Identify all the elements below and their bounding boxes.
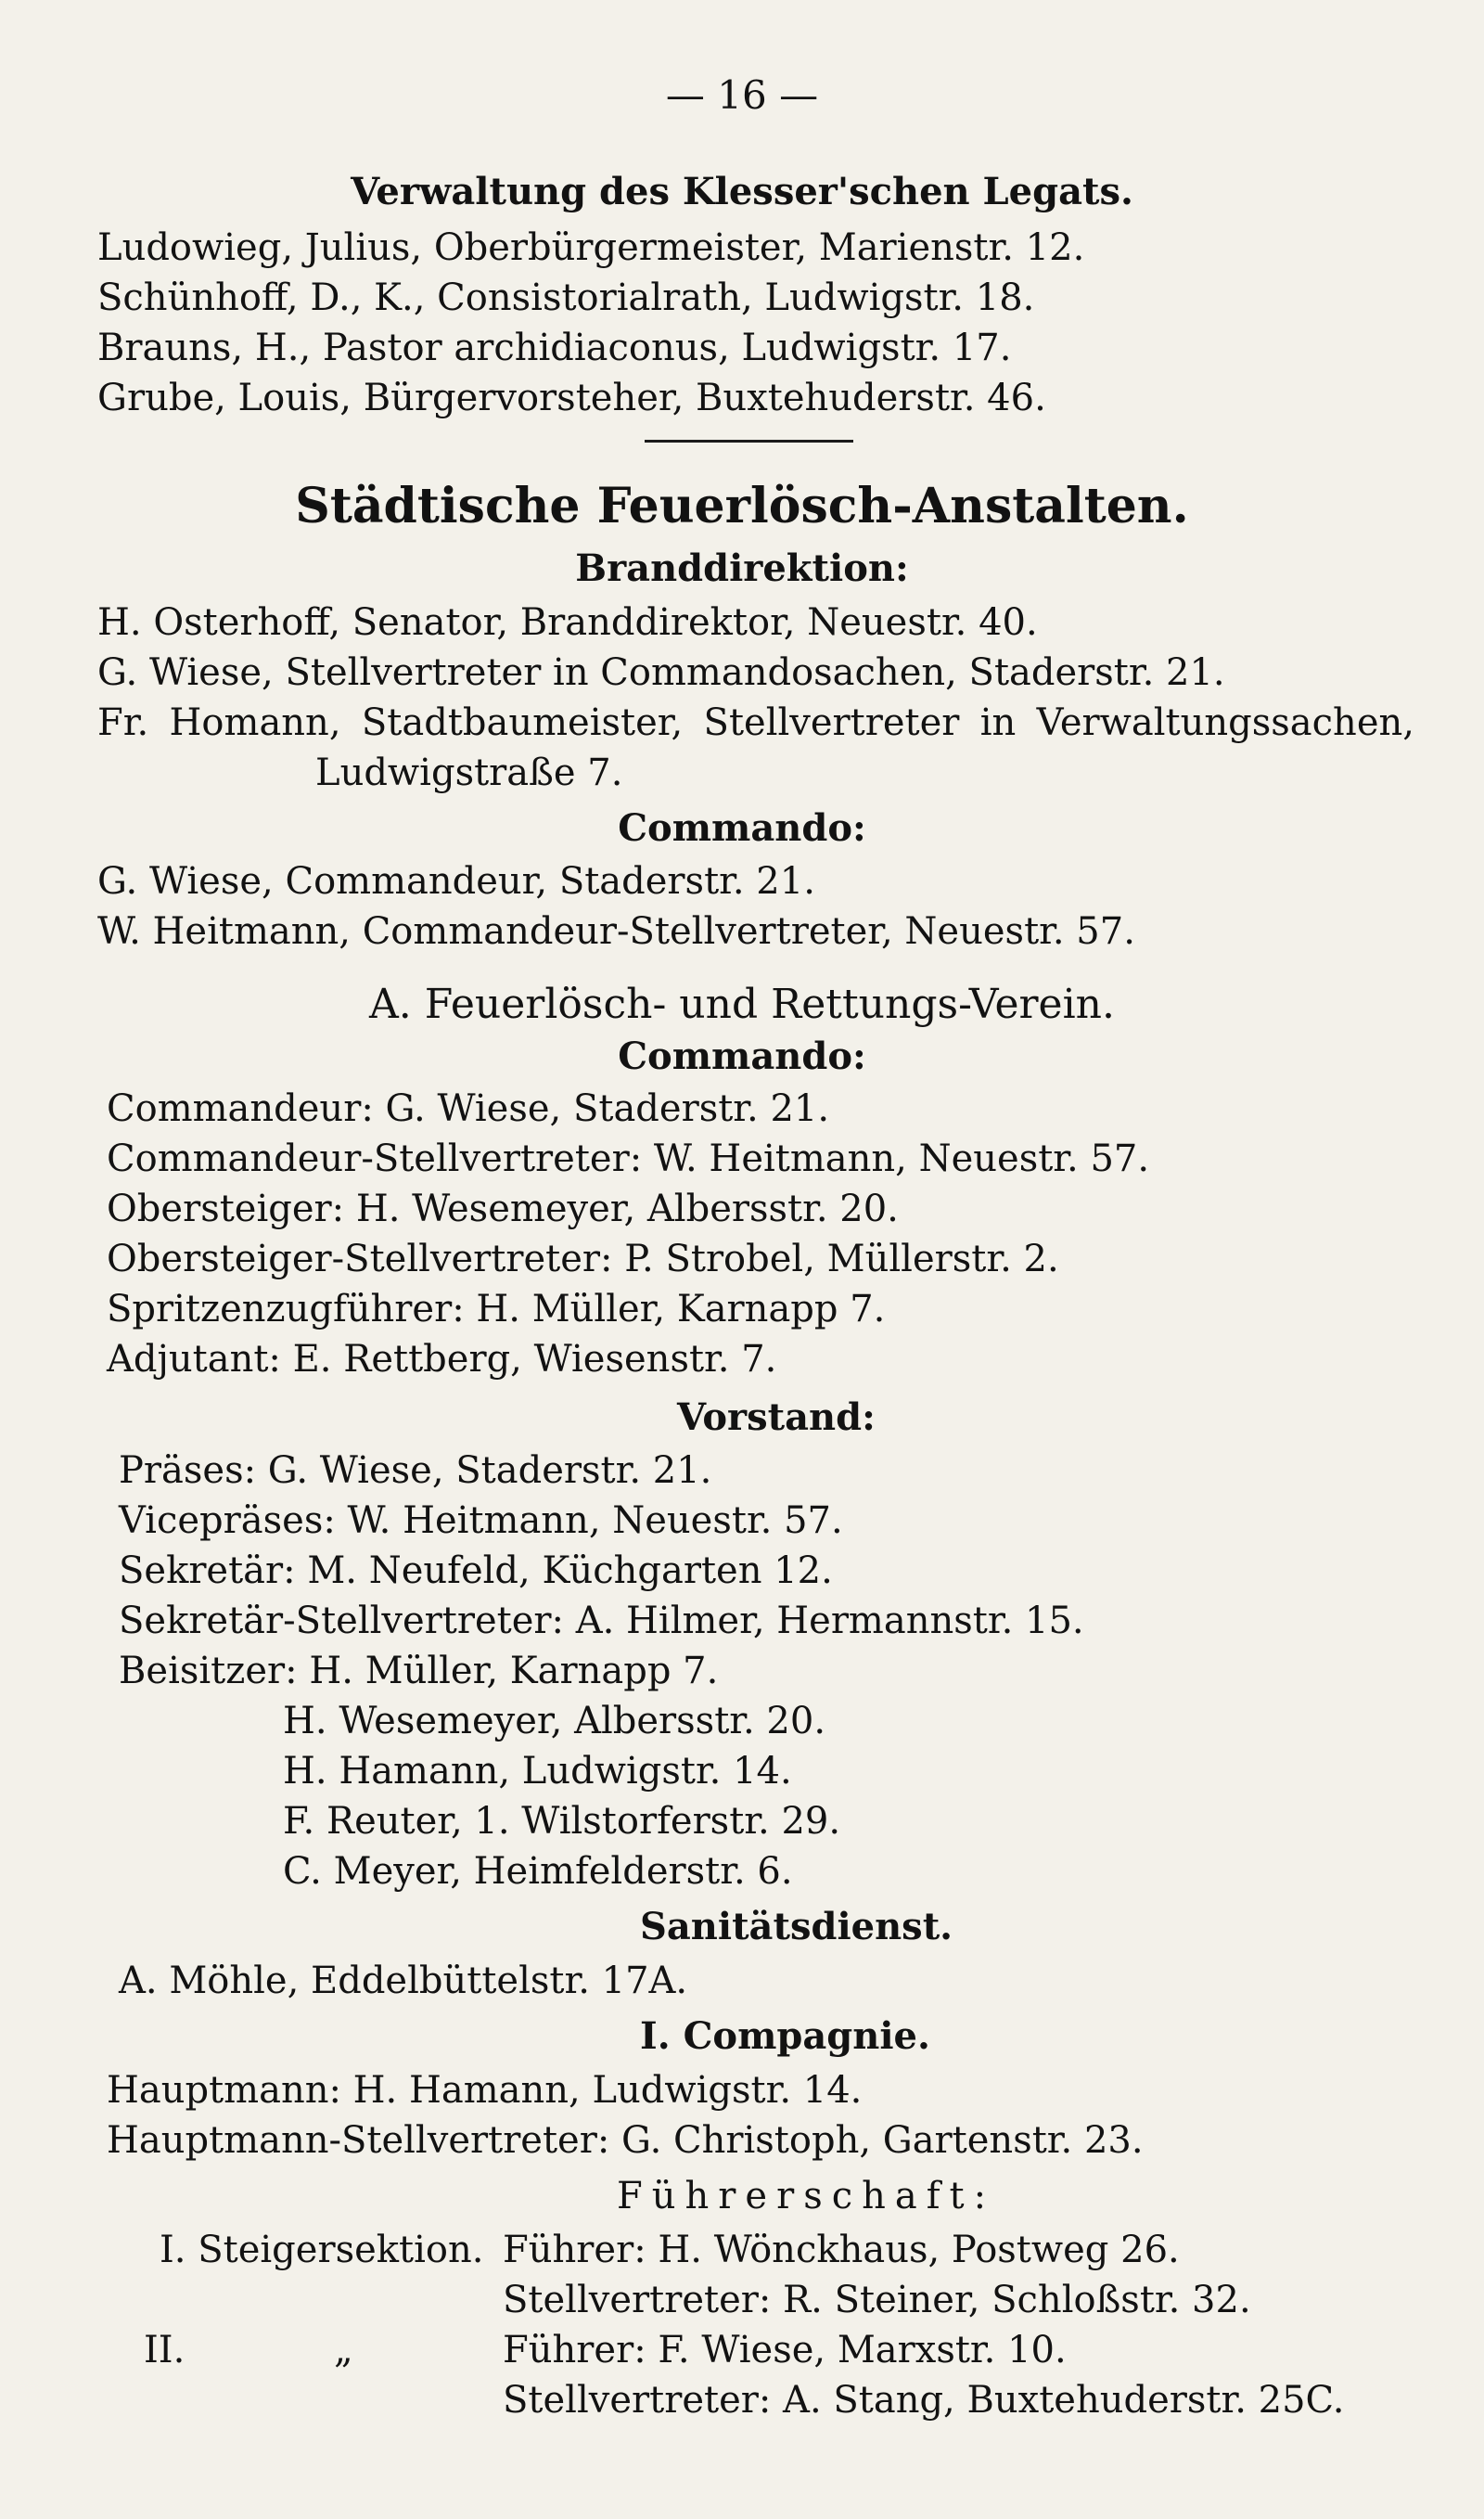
legat-line: Schünhoff, D., K., Consistorialrath, Ludwigstr. 18.: [97, 276, 1035, 319]
beisitzer-line: F. Reuter, 1. Wilstorferstr. 29.: [283, 1800, 841, 1843]
feuer-title: Städtische Feuerlösch-Anstalten.: [295, 478, 1189, 534]
verein-commando-line: Obersteiger-Stellvertreter: P. Strobel, Müllerstr. 2.: [107, 1238, 1059, 1280]
legat-line: Ludowieg, Julius, Oberbürgermeister, Marienstr. 12.: [97, 226, 1085, 269]
branddirektion-line: H. Osterhoff, Senator, Branddirektor, Neuestr. 40.: [97, 601, 1038, 644]
vorstand-line: Vicepräses: W. Heitmann, Neuestr. 57.: [119, 1499, 843, 1542]
word: Homann,: [169, 701, 341, 744]
verein-commando-line: Commandeur-Stellvertreter: W. Heitmann, Neuestr. 57.: [107, 1137, 1150, 1180]
word: Verwaltungssachen,: [1036, 701, 1414, 744]
vorstand-line: Sekretär: M. Neufeld, Küchgarten 12.: [119, 1549, 833, 1592]
branddirektion-heading: Branddirektion:: [575, 546, 909, 590]
beisitzer-line: C. Meyer, Heimfelderstr. 6.: [283, 1850, 793, 1893]
word: Fr.: [97, 701, 149, 744]
word: in: [979, 701, 1017, 744]
beisitzer-line: H. Wesemeyer, Albersstr. 20.: [283, 1700, 826, 1742]
section-divider: [645, 440, 853, 443]
sektion-fuehrer: Führer: F. Wiese, Marxstr. 10.: [503, 2329, 1067, 2371]
homann-line: [97, 700, 1414, 746]
compagnie-line: Hauptmann: H. Hamann, Ludwigstr. 14.: [107, 2069, 863, 2112]
sektion-stellvertreter: Stellvertreter: A. Stang, Buxtehuderstr. 25C.: [503, 2379, 1345, 2422]
legat-heading: Verwaltung des Klesser'schen Legats.: [351, 170, 1133, 213]
vorstand-heading: Vorstand:: [677, 1395, 876, 1439]
homann-continuation: Ludwigstraße 7.: [315, 752, 623, 794]
beisitzer-line: H. Hamann, Ludwigstr. 14.: [283, 1750, 792, 1793]
verein-title: A. Feuerlösch- und Rettungs-Verein.: [369, 981, 1115, 1028]
branddirektion-line: G. Wiese, Stellvertreter in Commandosachen, Staderstr. 21.: [97, 651, 1225, 694]
verein-commando-heading: Commando:: [618, 1035, 866, 1078]
word: Stellvertreter: [703, 701, 960, 744]
verein-commando-line: Spritzenzugführer: H. Müller, Karnapp 7.: [107, 1288, 886, 1330]
page-number: — 16 —: [665, 72, 819, 118]
verein-commando-line: Commandeur: G. Wiese, Staderstr. 21.: [107, 1087, 830, 1130]
word: Stadtbaumeister,: [361, 701, 684, 744]
verein-commando-line: Adjutant: E. Rettberg, Wiesenstr. 7.: [107, 1338, 777, 1381]
compagnie-heading: I. Compagnie.: [640, 2014, 930, 2058]
sektion-label: I. Steigersektion.: [160, 2229, 484, 2271]
vorstand-line: Sekretär-Stellvertreter: A. Hilmer, Hermannstr. 15.: [119, 1600, 1084, 1642]
sanitaet-heading: Sanitätsdienst.: [640, 1905, 953, 1948]
commando-line: W. Heitmann, Commandeur-Stellvertreter, Neuestr. 57.: [97, 910, 1135, 953]
vorstand-line: Präses: G. Wiese, Staderstr. 21.: [119, 1449, 712, 1492]
sektion-stellvertreter: Stellvertreter: R. Steiner, Schloßstr. 32.: [503, 2279, 1251, 2321]
fuehrerschaft-heading: Führerschaft:: [617, 2175, 996, 2217]
compagnie-line: Hauptmann-Stellvertreter: G. Christoph, Gartenstr. 23.: [107, 2119, 1144, 2162]
sanitaet-line: A. Möhle, Eddelbüttelstr. 17A.: [119, 1960, 688, 2002]
commando-heading: Commando:: [618, 806, 866, 850]
commando-line: G. Wiese, Commandeur, Staderstr. 21.: [97, 860, 815, 903]
legat-line: Brauns, H., Pastor archidiaconus, Ludwigstr. 17.: [97, 327, 1012, 369]
ditto-mark: „: [334, 2329, 353, 2371]
legat-line: Grube, Louis, Bürgervorsteher, Buxtehuderstr. 46.: [97, 377, 1046, 419]
verein-commando-line: Obersteiger: H. Wesemeyer, Albersstr. 20.: [107, 1188, 899, 1230]
sektion-fuehrer: Führer: H. Wönckhaus, Postweg 26.: [503, 2229, 1180, 2271]
sektion-label: II.: [144, 2329, 186, 2371]
vorstand-line: Beisitzer: H. Müller, Karnapp 7.: [119, 1650, 719, 1692]
